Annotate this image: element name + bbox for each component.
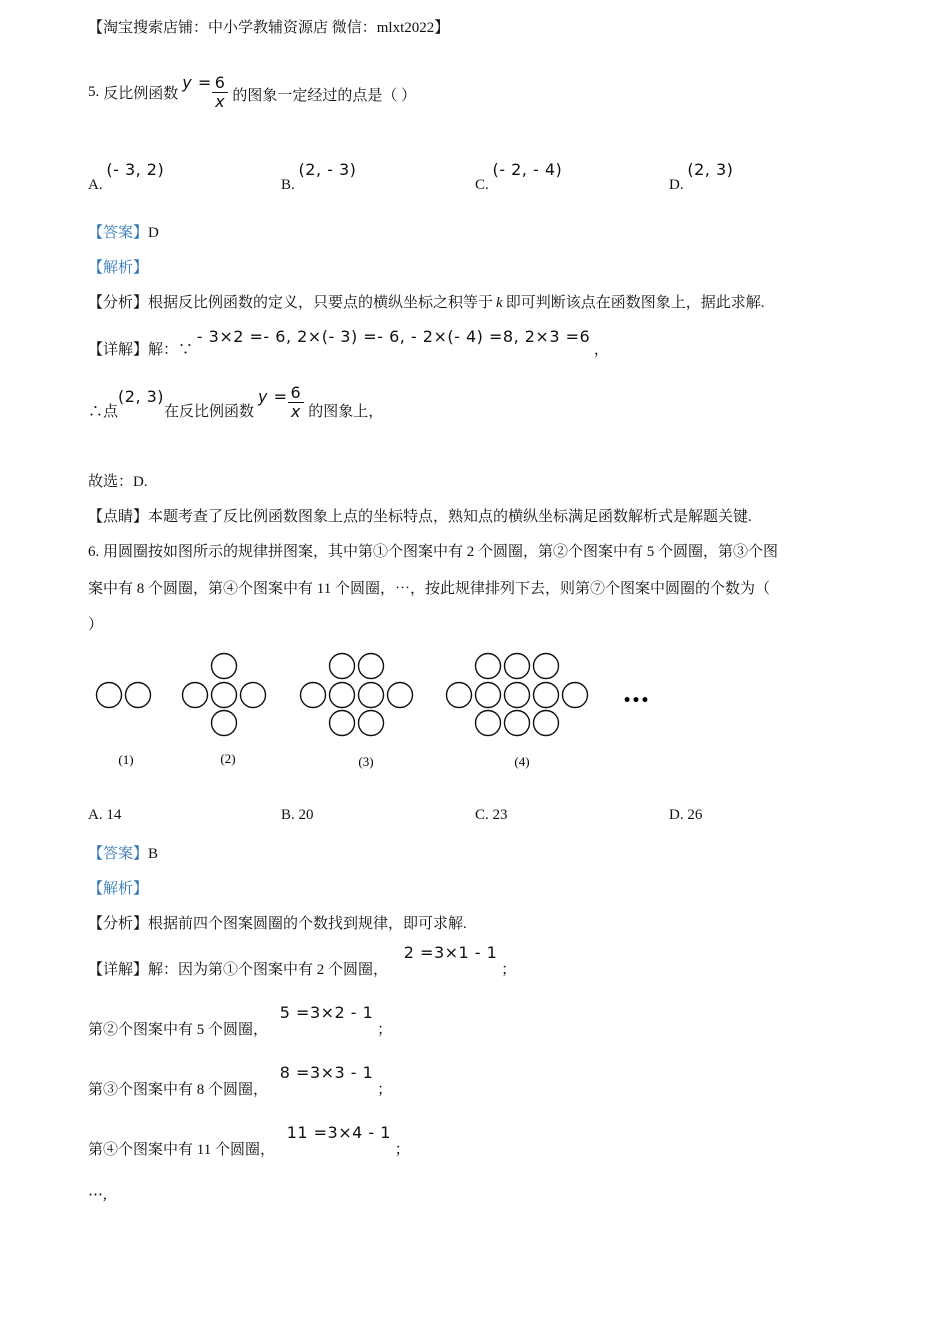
q6-stem-line-2: 案中有 8 个圆圈，第④个图案中有 11 个圆圈，⋯，按此规律排列下去，则第⑦个图案中圆圈的个数为（ (88, 581, 770, 597)
q6-circle-pattern-figure (80, 645, 680, 780)
q6-detail-row-4: 第④个图案中有 11 个圆圈， 11 =3×4 - 1 ； (88, 1123, 410, 1158)
pattern-4-circle (476, 683, 501, 708)
q5-option-a: A. (- 3, 2) (88, 160, 165, 193)
pattern-4-circle (476, 654, 501, 679)
q5-fraction-numerator: 6 (214, 73, 226, 92)
pattern-4-circle (447, 683, 472, 708)
q6-detail-tag: 【详解】 (88, 962, 149, 978)
q5-option-d: D. (2, 3) (669, 160, 734, 193)
q5-therefore-fraction: $\frac{6}{x}$ (288, 384, 305, 420)
pattern-4-circle (534, 711, 559, 736)
q5-option-a-value: (- 3, 2) (106, 160, 165, 179)
q5-answer-tag: 【答案】 (88, 225, 149, 241)
q5-stem-after: 的图象一定经过的点是（ ） (232, 87, 417, 104)
pattern-4-circle (505, 683, 530, 708)
page-header: 【淘宝搜索店铺：中小学教辅资源店 微信：mlxt2022】 (88, 20, 450, 36)
pattern-caption-2: (2) (220, 751, 236, 766)
q6-option-c-value: 23 (492, 807, 508, 823)
q5-option-b-value: (2, - 3) (298, 160, 357, 179)
pattern-3-circle (388, 683, 413, 708)
q5-stem (88, 74, 416, 110)
q5-answer-line (88, 221, 159, 242)
q5-answer: D (148, 225, 159, 241)
q5-fenxi-k: k (496, 295, 503, 311)
pattern-2-circle (212, 654, 237, 679)
q5-stem-before: 反比例函数 (103, 85, 179, 102)
q5-option-c-value: (- 2, - 4) (492, 160, 563, 179)
q6-analysis-tag: 【解析】 (88, 881, 149, 897)
q5-detail-math: - 3×2 =- 6, 2×(- 3) =- 6, - 2×(- 4) =8, 2×3 =6 (196, 327, 591, 346)
q6-fenxi-line: 【分析】根据前四个图案圆圈的个数找到规律，即可求解. (88, 916, 467, 932)
q5-fraction-denominator: x (212, 92, 228, 111)
pattern-4-circle (505, 711, 530, 736)
q5-option-d-value: (2, 3) (687, 160, 734, 179)
q5-dianjing-line: 【点睛】本题考查了反比例函数图象上点的坐标特点，熟知点的横纵坐标满足函数解析式是解题关键. (88, 509, 752, 525)
pattern-caption-1: (1) (118, 752, 134, 767)
pattern-ellipsis: ••• (622, 693, 650, 709)
q5-fraction (212, 74, 229, 110)
q5-option-b: B. (2, - 3) (281, 160, 357, 193)
pattern-1-circle (126, 683, 151, 708)
pattern-3-circle (359, 654, 384, 679)
q6-answer: B (148, 846, 159, 862)
pattern-caption-4: (4) (514, 754, 530, 769)
pattern-4-circle (534, 683, 559, 708)
pattern-4-circle (563, 683, 588, 708)
pattern-4-circle (534, 654, 559, 679)
q6-detail-row-3: 第③个图案中有 8 个圆圈， 8 =3×3 - 1 ； (88, 1063, 393, 1098)
q6-detail-math: 2 =3×1 - 1 (403, 943, 498, 962)
q6-option-c: C. 23 (475, 807, 508, 823)
pattern-2-circle (241, 683, 266, 708)
q6-detail-math: 8 =3×3 - 1 (279, 1063, 374, 1082)
pattern-4-circle (505, 654, 530, 679)
q5-dianjing-tag: 【点睛】 (88, 509, 149, 525)
q6-option-a-value: 14 (106, 807, 122, 823)
q5-therefore-point: (2, 3) (118, 386, 165, 406)
q5-detail-line: 【详解】解：∵ - 3×2 =- 6, 2×(- 3) =- 6, - 2×(- 4) =8, 2×3 =6 ， (88, 327, 609, 358)
q5-fenxi-line: 【分析】根据反比例函数的定义，只要点的横纵坐标之积等于 k 即可判断该点在函数图象上，据此求解. (88, 295, 765, 311)
q6-answer-tag: 【答案】 (88, 846, 149, 862)
q6-stem-line-1: 6. 用圆圈按如图所示的规律拼图案，其中第①个图案中有 2 个圆圈，第②个图案中有 5 个圆圈，第③个图 (88, 544, 779, 560)
q5-analysis-tag: 【解析】 (88, 260, 149, 276)
pattern-3-circle (330, 711, 355, 736)
q6-option-d: D. 26 (669, 807, 703, 823)
pattern-3-circle (330, 683, 355, 708)
q5-choose: 故选：D. (88, 474, 148, 490)
pattern-2-circle (183, 683, 208, 708)
q6-answer-line (88, 842, 158, 863)
q5-number: 5. (88, 83, 100, 100)
pattern-3-circle (359, 711, 384, 736)
q6-detail-row-1: 【详解】解：因为第①个图案中有 2 个圆圈， 2 =3×1 - 1 ； (88, 943, 517, 978)
q6-detail-row-2: 第②个图案中有 5 个圆圈， 5 =3×2 - 1 ； (88, 1003, 393, 1038)
pattern-3-circle (359, 683, 384, 708)
pattern-2-circle (212, 711, 237, 736)
q5-therefore-line: ∴点 (2, 3) 在反比例函数 y = $\frac{6}{x}$ 的图象上， (88, 383, 384, 421)
pattern-2-circle (212, 683, 237, 708)
pattern-3-circle (330, 654, 355, 679)
q6-fenxi-tag: 【分析】 (88, 916, 149, 932)
q5-detail-tag: 【详解】 (88, 342, 149, 358)
q6-option-b: B. 20 (281, 807, 314, 823)
pattern-caption-3: (3) (358, 754, 374, 769)
q6-option-b-value: 20 (298, 807, 314, 823)
q6-detail-math: 5 =3×2 - 1 (279, 1003, 374, 1022)
pattern-4-circle (476, 711, 501, 736)
q5-fenxi-tag: 【分析】 (88, 295, 149, 311)
q6-etc: ⋯, (88, 1187, 107, 1203)
q5-y-equals: y = (182, 72, 212, 92)
q6-option-d-value: 26 (687, 807, 703, 823)
pattern-3-circle (301, 683, 326, 708)
q6-detail-math: 11 =3×4 - 1 (286, 1123, 391, 1142)
q5-option-c: C. (- 2, - 4) (475, 160, 563, 193)
q6-stem-line-3: ） (88, 617, 104, 633)
q6-option-a: A. 14 (88, 807, 122, 823)
pattern-1-circle (97, 683, 122, 708)
